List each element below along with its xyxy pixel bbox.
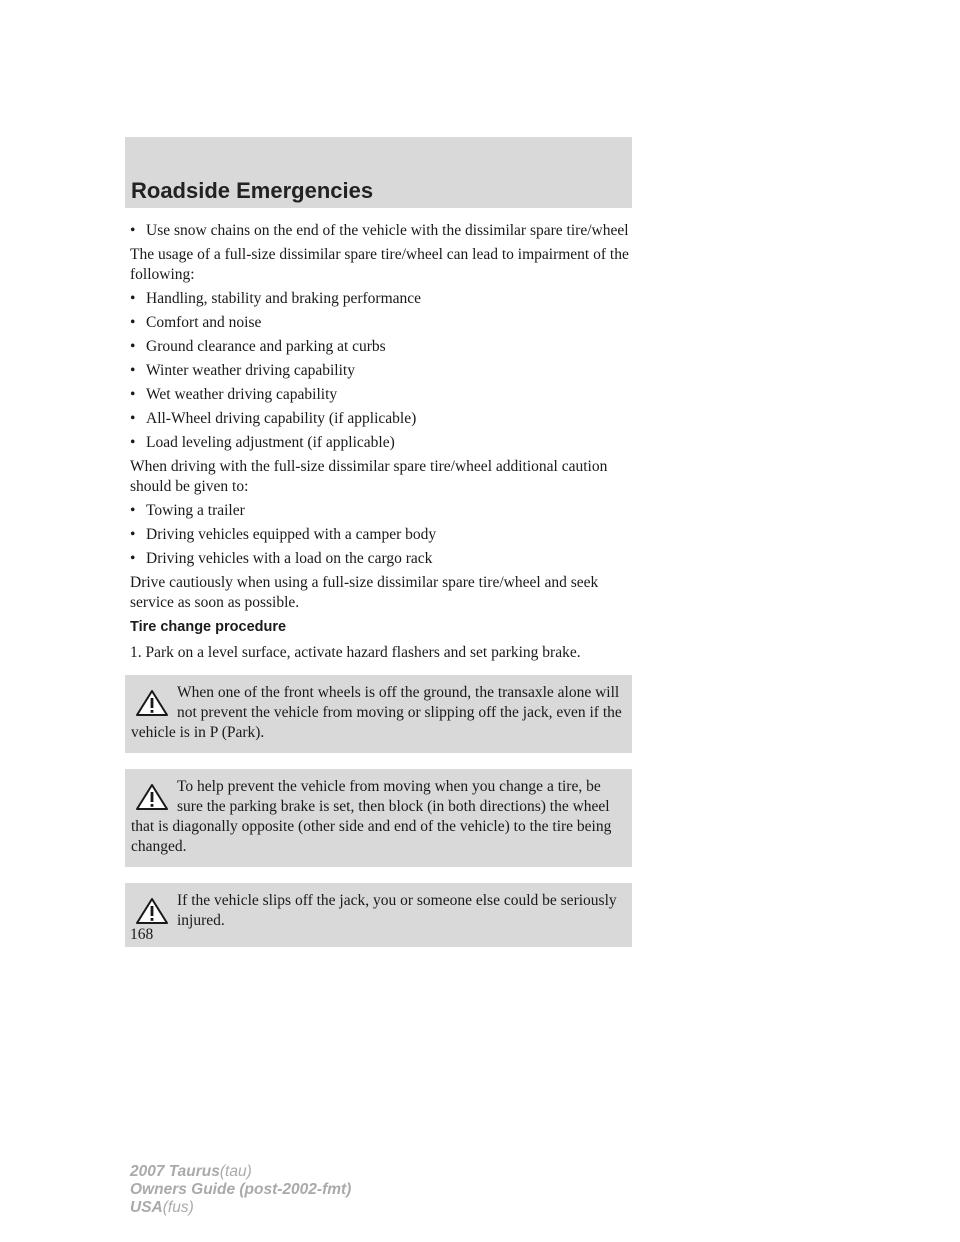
bullet-glyph: • — [130, 338, 136, 355]
bullet-glyph: • — [130, 550, 136, 567]
warning-triangle-icon — [135, 783, 169, 811]
bullet-glyph: • — [130, 314, 136, 331]
warning-box — [125, 675, 632, 753]
bullet-glyph: • — [130, 222, 136, 239]
bullet-glyph: • — [130, 434, 136, 451]
paragraph-caution: When driving with the full-size dissimilar spare tire/wheel additional caution should be given to: — [130, 458, 608, 495]
procedure-heading: Tire change procedure — [130, 619, 287, 635]
procedure-step-1: 1. Park on a level surface, activate hazard flashers and set parking brake. — [130, 644, 581, 661]
warning-box — [125, 769, 632, 867]
paragraph-drive-cautiously: Drive cautiously when using a full-size dissimilar spare tire/wheel and seek service as soon as possible. — [130, 574, 599, 611]
warning-text: When one of the front wheels is off the ground, the transaxle alone will not prevent the vehicle from moving or slipping off the jack, even if the vehicle is in P (Park). — [131, 684, 622, 741]
bullet-glyph: • — [130, 502, 136, 519]
list-item: • Load leveling adjustment (if applicable) — [130, 434, 395, 451]
footer-model-code: (tau) — [219, 1163, 252, 1180]
bullet-glyph: • — [130, 290, 136, 307]
footer-guide: Owners Guide (post-2002-fmt) — [130, 1181, 352, 1198]
warning-triangle-icon — [135, 689, 169, 717]
paragraph-impairment: The usage of a full-size dissimilar spare tire/wheel can lead to impairment of the following: — [130, 246, 629, 283]
list-item: • Driving vehicles equipped with a camper body — [130, 526, 437, 543]
bullet-glyph: • — [130, 526, 136, 543]
warning-text: If the vehicle slips off the jack, you or someone else could be seriously injured. — [177, 892, 617, 929]
list-item: • All-Wheel driving capability (if applicable) — [130, 410, 417, 427]
bullet-glyph: • — [130, 362, 136, 379]
footer-model: 2007 Taurus — [130, 1163, 220, 1180]
footer-market: USA — [130, 1199, 163, 1216]
page-content — [130, 221, 636, 947]
footer-market-code: (fus) — [162, 1199, 194, 1216]
footer-meta — [130, 1163, 351, 1217]
warning-triangle-icon — [135, 897, 169, 925]
bullet-glyph: • — [130, 386, 136, 403]
list-item: • Ground clearance and parking at curbs — [130, 338, 386, 355]
list-item: • Handling, stability and braking performance — [130, 290, 422, 307]
list-item: • Driving vehicles with a load on the cargo rack — [130, 550, 433, 567]
list-item: • Use snow chains on the end of the vehicle with the dissimilar spare tire/wheel — [130, 222, 629, 239]
list-item: • Comfort and noise — [130, 314, 262, 331]
warning-text: To help prevent the vehicle from moving when you change a tire, be sure the parking brake is set, then block (in both directions) the wheel that is diagonally opposite (other side and end of the vehicle) to the tire being changed. — [131, 778, 612, 855]
list-item: • Winter weather driving capability — [130, 362, 355, 379]
bullet-glyph: • — [130, 410, 136, 427]
page-number: 168 — [130, 926, 154, 943]
section-title: Roadside Emergencies — [131, 178, 374, 203]
list-item: • Wet weather driving capability — [130, 386, 338, 403]
warning-box — [125, 883, 632, 947]
list-item: • Towing a trailer — [130, 502, 245, 519]
